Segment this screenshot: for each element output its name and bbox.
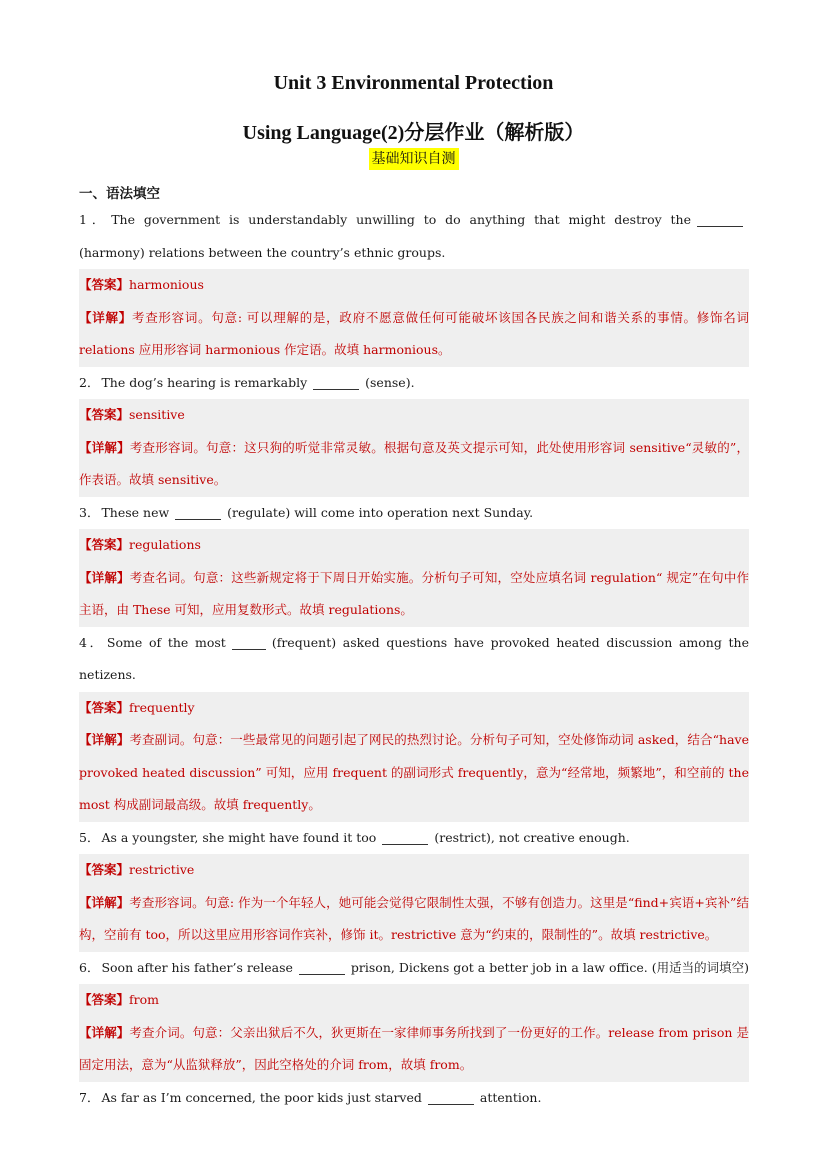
question-text-pre: Some of the most xyxy=(106,634,226,650)
answer-blank xyxy=(313,375,359,390)
question-text-post: (frequent) asked questions have provoked heated discussion among the netizens. xyxy=(79,634,750,682)
explain-text: 考查名词。句意：这些新规定将于下周日开始实施。分析句子可知，空处应填名词 regulation“ 规定”在句中作主语，由 These 可知，应用复数形式。故填 regulations。 xyxy=(79,569,749,617)
answer-blank xyxy=(299,960,345,975)
question-text-post: (regulate) will come into operation next Sunday. xyxy=(227,504,534,520)
explain-label: 【详解】 xyxy=(79,894,130,910)
answer-label: 【答案】 xyxy=(79,407,130,422)
question-number: 1． xyxy=(79,212,110,227)
answer-text: from xyxy=(129,992,159,1007)
explain-line xyxy=(79,1017,749,1082)
question-text-pre: The government is understandably unwilling to do anything that might destroy the xyxy=(111,212,691,227)
document-subtitle: Using Language(2)分层作业（解析版） xyxy=(242,122,585,144)
explain-label: 【详解】 xyxy=(79,732,130,747)
explain-text: 考查介词。句意：父亲出狱后不久，狄更斯在一家律师事务所找到了一份更好的工作。release from prison 是固定用法，意为“从监狱释放”，因此空格处的介词 from，故填 from。 xyxy=(79,1024,749,1072)
question-text-post: (restrict), not creative enough. xyxy=(434,829,630,845)
explain-line xyxy=(79,887,749,952)
answer-text: regulations xyxy=(129,537,201,552)
answer-line xyxy=(79,854,749,887)
answer-text: sensitive xyxy=(129,407,185,422)
question-3 xyxy=(79,497,749,530)
explain-line xyxy=(79,302,749,367)
answer-label: 【答案】 xyxy=(79,277,130,292)
explain-text: 考查形容词。句意：这只狗的听觉非常灵敏。根据句意及英文提示可知，此处使用形容词 sensitive“灵敏的”，作表语。故填 sensitive。 xyxy=(79,439,749,487)
explain-line xyxy=(79,562,749,627)
answer-line xyxy=(79,399,749,432)
explain-text: 考查副词。句意：一些最常见的问题引起了网民的热烈讨论。分析句子可知，空处修饰动词 asked，结合“have provoked heated discussion” 可知，应用 frequent 的副词形式 frequently，意为“经常地，频繁地”，和空前的 the most 构成副词最高级。故填 frequently。 xyxy=(79,732,749,812)
exercise-list xyxy=(79,204,749,1114)
answer-line xyxy=(79,984,749,1017)
question-number: 5． xyxy=(79,829,100,845)
question-4 xyxy=(79,627,749,692)
question-2 xyxy=(79,367,749,400)
solution-box-3 xyxy=(79,529,749,627)
answer-line xyxy=(79,529,749,562)
explain-label: 【详解】 xyxy=(79,1024,130,1040)
answer-label: 【答案】 xyxy=(79,699,130,715)
level-badge: 基础知识自测 xyxy=(369,148,459,170)
answer-line xyxy=(79,269,749,302)
section-title: 一、语法填空 xyxy=(79,186,160,202)
explain-label: 【详解】 xyxy=(79,439,130,455)
answer-label: 【答案】 xyxy=(79,537,130,552)
answer-label: 【答案】 xyxy=(79,992,130,1007)
answer-blank xyxy=(382,830,428,845)
badge-row xyxy=(0,148,827,170)
answer-label: 【答案】 xyxy=(79,862,130,877)
question-text-post: attention. xyxy=(479,1089,542,1105)
question-text-post: prison, Dickens got a better job in a law office. (用适当的词填空) xyxy=(350,959,749,975)
question-number: 4． xyxy=(79,634,105,650)
question-7 xyxy=(79,1082,749,1115)
answer-line xyxy=(79,692,749,725)
answer-text: harmonious xyxy=(129,277,204,292)
question-number: 6． xyxy=(79,959,100,975)
explain-text: 考查形容词。句意: 作为一个年轻人，她可能会觉得它限制性太强，不够有创造力。这里是“find+宾语+宾补”结构，空前有 too，所以这里应用形容词作宾补，修饰 it。restrictive 意为“约束的，限制性的”。故填 restrictive。 xyxy=(79,894,749,942)
question-number: 2． xyxy=(79,374,100,390)
explain-label: 【详解】 xyxy=(79,309,132,325)
question-text-pre: Soon after his father’s release xyxy=(101,959,293,975)
question-number: 3． xyxy=(79,504,100,520)
answer-blank xyxy=(697,212,743,227)
solution-box-5 xyxy=(79,854,749,952)
question-text-pre: These new xyxy=(101,504,170,520)
explain-text: 考查形容词。句意: 可以理解的是，政府不愿意做任何可能破坏该国各民族之间和谐关系的事情。修饰名词 relations 应用形容词 harmonious 作定语。故填 harmonious。 xyxy=(79,309,749,357)
solution-box-4 xyxy=(79,692,749,822)
question-number: 7． xyxy=(79,1089,100,1105)
explain-label: 【详解】 xyxy=(79,569,130,585)
answer-blank xyxy=(428,1090,474,1105)
answer-blank xyxy=(175,505,221,520)
answer-text: frequently xyxy=(129,699,195,715)
question-text-post: (harmony) relations between the country’s ethnic groups. xyxy=(79,244,446,260)
question-5 xyxy=(79,822,749,855)
question-1 xyxy=(79,204,749,269)
solution-box-2 xyxy=(79,399,749,497)
question-text-pre: As far as I’m concerned, the poor kids just starved xyxy=(101,1089,422,1105)
question-text-pre: The dog’s hearing is remarkably xyxy=(101,374,308,390)
solution-box-6 xyxy=(79,984,749,1082)
explain-line xyxy=(79,432,749,497)
solution-box-1 xyxy=(79,269,749,367)
explain-line xyxy=(79,724,749,822)
question-text-post: (sense). xyxy=(365,374,415,390)
answer-blank xyxy=(232,635,266,650)
question-text-pre: As a youngster, she might have found it too xyxy=(101,829,377,845)
answer-text: restrictive xyxy=(129,862,195,877)
document-title: Unit 3 Environmental Protection xyxy=(273,72,554,94)
question-6 xyxy=(79,952,749,985)
